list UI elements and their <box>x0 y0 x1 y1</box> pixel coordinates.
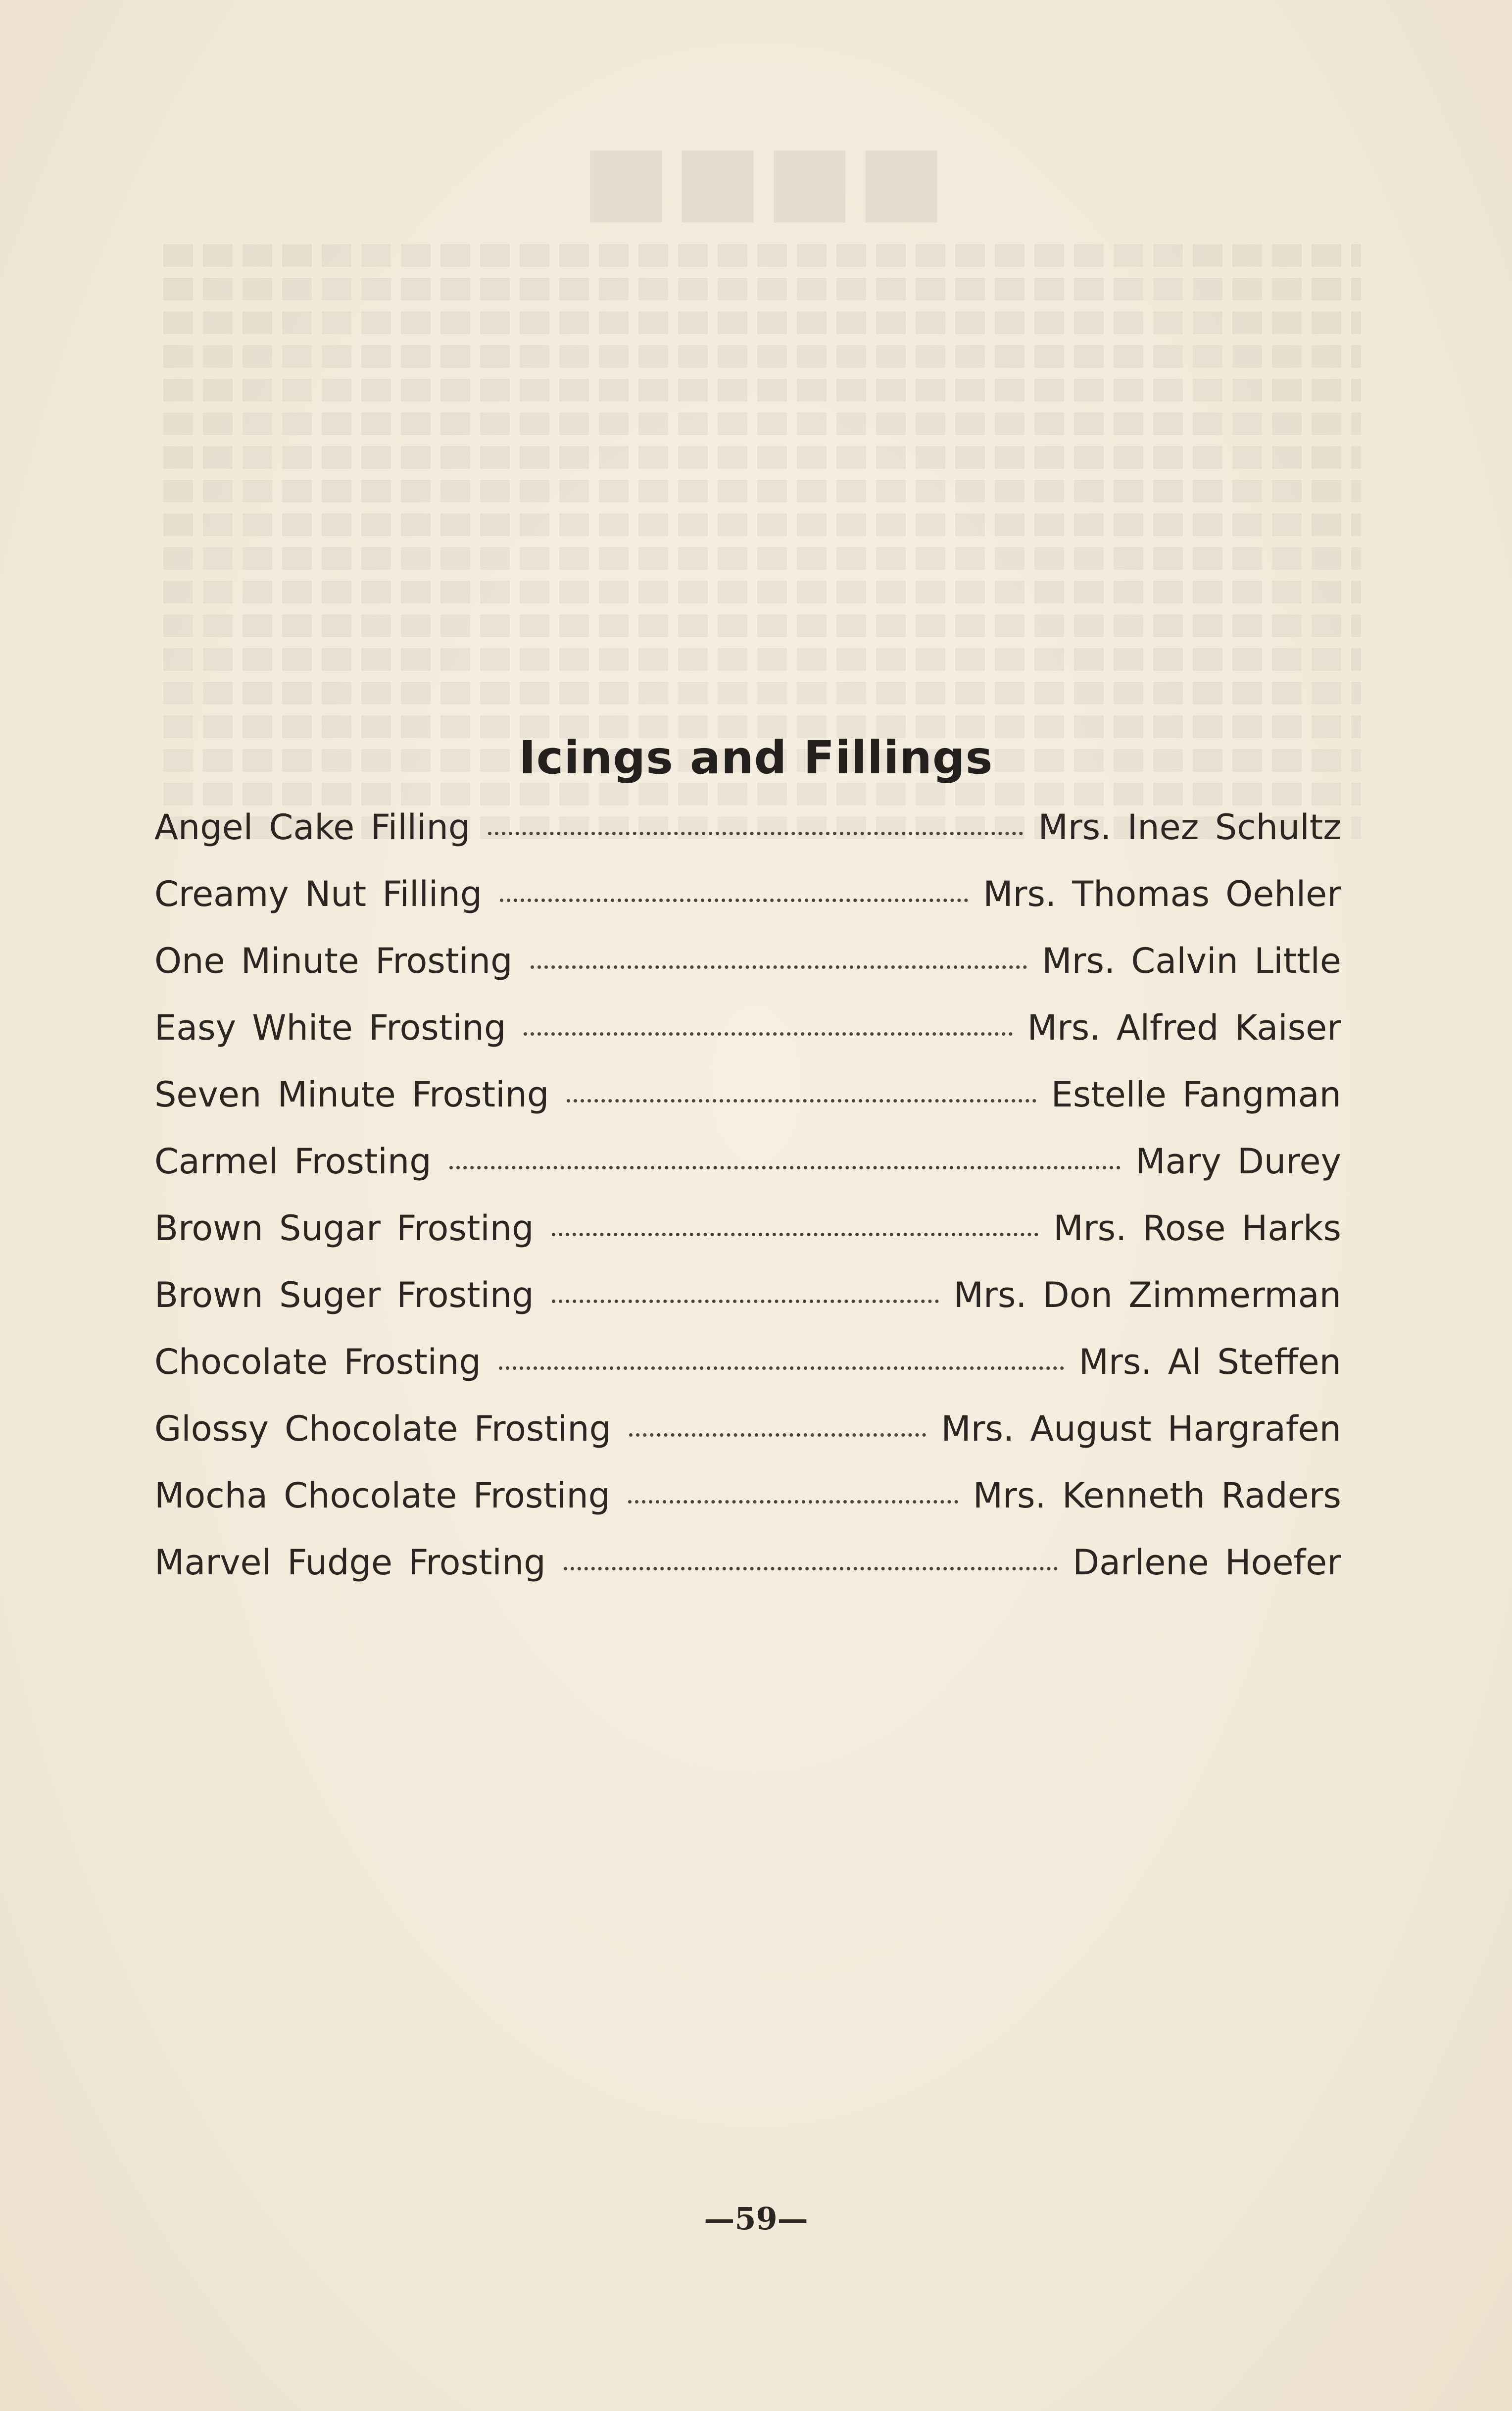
list-item <box>154 1208 1341 1275</box>
dot-leader <box>628 1500 958 1504</box>
recipe-name: Brown Suger Frosting <box>154 1275 534 1315</box>
dot-leader <box>564 1567 1058 1570</box>
dot-leader <box>524 1032 1012 1036</box>
dot-leader <box>449 1166 1121 1169</box>
recipe-name: Creamy Nut Filling <box>154 874 483 914</box>
dot-leader <box>629 1433 926 1437</box>
page-title: Icings and Fillings <box>519 731 993 784</box>
recipe-name: Carmel Frosting <box>154 1141 432 1182</box>
dot-leader <box>552 1300 939 1303</box>
contributor-name: Estelle Fangman <box>1051 1074 1341 1115</box>
recipe-name: Brown Sugar Frosting <box>154 1208 534 1249</box>
contributor-name: Mrs. Calvin Little <box>1042 941 1341 981</box>
recipe-name: Mocha Chocolate Frosting <box>154 1475 611 1516</box>
list-item <box>154 1074 1341 1141</box>
contributor-name: Mrs. Rose Harks <box>1053 1208 1341 1249</box>
recipe-contents-list <box>154 807 1341 1609</box>
contributor-name: Mrs. Kenneth Raders <box>973 1475 1341 1516</box>
recipe-name: Easy White Frosting <box>154 1007 506 1048</box>
list-item <box>154 1408 1341 1475</box>
recipe-name: One Minute Frosting <box>154 941 513 981</box>
recipe-name: Marvel Fudge Frosting <box>154 1542 546 1583</box>
list-item <box>154 1475 1341 1542</box>
list-item <box>154 1007 1341 1074</box>
dot-leader <box>567 1099 1036 1103</box>
dot-leader <box>552 1233 1039 1236</box>
contributor-name: Mrs. Don Zimmerman <box>953 1275 1341 1315</box>
contributor-name: Mary Durey <box>1135 1141 1341 1182</box>
list-item <box>154 1275 1341 1342</box>
contributor-name: Darlene Hoefer <box>1073 1542 1341 1583</box>
dot-leader <box>531 965 1027 969</box>
list-item <box>154 1141 1341 1208</box>
page-number: —59— <box>704 2201 808 2237</box>
recipe-name: Glossy Chocolate Frosting <box>154 1408 612 1449</box>
contributor-name: Mrs. Thomas Oehler <box>983 874 1341 914</box>
list-item <box>154 1542 1341 1609</box>
dot-leader <box>488 832 1023 835</box>
list-item <box>154 807 1341 874</box>
dot-leader <box>500 899 968 902</box>
contributor-name: Mrs. Al Steffen <box>1078 1342 1341 1382</box>
list-item <box>154 1342 1341 1408</box>
list-item <box>154 874 1341 941</box>
contributor-name: Mrs. Inez Schultz <box>1038 807 1341 848</box>
recipe-name: Chocolate Frosting <box>154 1342 481 1382</box>
recipe-name: Seven Minute Frosting <box>154 1074 549 1115</box>
dot-leader <box>499 1366 1064 1370</box>
show-through-background: ■■■■ <box>163 124 1361 2104</box>
recipe-name: Angel Cake Filling <box>154 807 471 848</box>
contributor-name: Mrs. August Hargrafen <box>941 1408 1341 1449</box>
contributor-name: Mrs. Alfred Kaiser <box>1027 1007 1341 1048</box>
list-item <box>154 941 1341 1007</box>
